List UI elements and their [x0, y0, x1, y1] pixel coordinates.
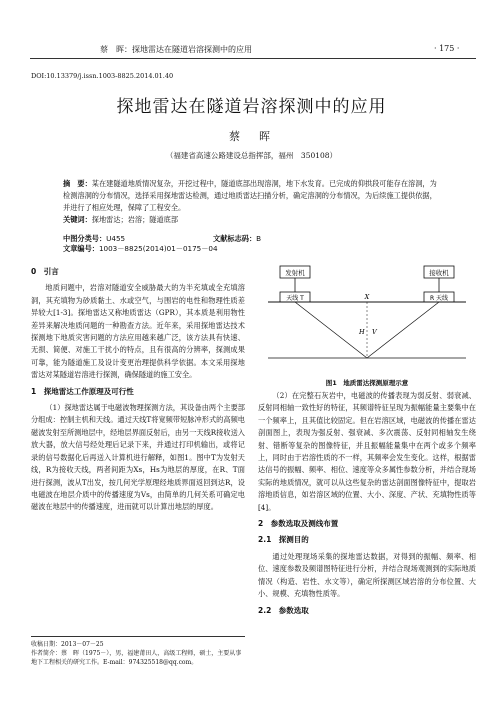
incident-ray: [295, 302, 367, 358]
v-label: V: [372, 328, 377, 336]
section-1-paragraph: （1）探地雷达属于电磁波物理探测方法，其设备由两个主要部分组成：控制主机和天线。通过天线T将宽频带短脉冲形式的高频电磁波发射至所测地层中，经地层界面反射后，由另一天线R接收送入放大器，放大信号经处理后记录下来，并通过打印机输出，或将记录的信号数据化后再送入计算机进行解释，如图1。图中T为发射天线，R为接收天线，两者间距为Xs，Hs为地层的厚度，在R、T面进行探测，波从T出发，按几何光学原理经地质界面返回到达R，设电磁波在地层介质中的传播速度为Vs，由简单的几何关系可确定电磁波在地层中的传播速度，进而就可以计算出地层的厚度。: [31, 403, 245, 512]
receiver-label: 接收机: [429, 269, 449, 277]
received-date: 收稿日期：2013－07－25: [31, 641, 104, 648]
doc-code-label: 文献标志码：: [213, 234, 257, 243]
section-2-2-heading: 2.2 参数选取: [258, 605, 309, 615]
article-no-label: 文章编号：: [63, 244, 99, 253]
abstract-text: 某在建隧道地质情况复杂，开挖过程中，隧道底部出现溶洞，地下水发育。已完成的仰拱段可能存在溶洞，为检测溶洞的分布情况，选择采用探地雷达检测，通过地质雷达扫描分析，确定溶洞的分布情况，为后续施工提供依据，并进行了相应处理，保障了工程安全。: [63, 179, 437, 212]
author: 蔡 晖: [229, 130, 274, 143]
abstract-label: 摘 要：: [63, 179, 92, 188]
intro-paragraph: 地质问题中，岩溶对隧道安全威胁最大的为半充填或全充填溶洞，其充填物为砂质黏土、水或空气，与围岩的电性和物理性质差异较大[1-3]。探地雷达又称地质雷达（GPR），其本质是利用物性差异来解决地质问题的一种勘查方法。近年来，采用探地雷达技术探测地下地质灾害问题的方法应用越来越广泛，该方法具有快速、无损、简便、对施工干扰小的特点，且有很高的分辨率，探测成果可靠，能为隧道施工及设计变更治理提供科学依据。本文采用探地雷达对某隧道岩溶进行探测，确保隧道的施工安全。: [31, 283, 245, 380]
keywords: 探地雷达；岩溶；隧道底部: [91, 215, 179, 224]
reflected-ray: [367, 302, 439, 358]
author-bio: 作者简介：蔡 晖（1975－），男，福建莆田人，高级工程师，硕士，主要从事地下工程相关的研究工作。E-mail：974325518@qq.com。: [31, 650, 242, 666]
footnote: [31, 636, 245, 667]
running-header: 蔡 晖：探地雷达在隧道岩溶探测中的应用: [100, 45, 252, 54]
rock-reflection-paragraph: （2）在完整石灰岩中，电磁波的传播表现为弱反射、弱衰减、反射同相轴一致性好的特征，其频谱特征呈现为振幅能量主要集中在一个频率上，且其值比较固定。但在岩溶区域，电磁波的传播在雷达剖面图上，表现为强反射、强衰减、多次震荡、反射同相轴发生绕射、错断等复杂的图像特征，并且振幅能量集中在两个或多个频率上，同时由于岩溶性质的不一样，其频率会发生变化。这样，根据雷达信号的振幅、频率、相位、速度等众多属性参数分析，并结合现场实际的地质情况，就可以从这些复杂的雷达剖面图像特征中，提取岩溶地质信息，如岩溶区域的位置、大小、深度、产状、充填物性质等[4]。: [258, 391, 476, 512]
left-column: [31, 262, 245, 514]
transmitter-label: 发射机: [285, 269, 305, 277]
header-rule: [30, 58, 476, 59]
section-2-heading: 2 参数选取及测线布置: [258, 519, 339, 529]
clc-label: 中图分类号：: [63, 234, 107, 243]
section-intro-heading: 0 引言: [31, 267, 59, 276]
doi: DOI:10.13379/j.issn.1003-8825.2014.01.40: [31, 72, 174, 80]
antenna-t-label: 天线 T: [286, 295, 304, 302]
classification-line: [63, 234, 458, 254]
figure-caption: 图1 地质雷达探测原理示意: [325, 379, 409, 387]
doc-code: B: [256, 234, 262, 243]
section-2-1-paragraph: 通过处理现场采集的探地雷达数据，对得到的振幅、频率、相位、速度参数及频谱图特征进行分析，并结合现场观测到的实际地质情况（构造、岩性、水文等），确定所探测区域岩溶的分布位置、大小、规模、充填物性质等。: [258, 551, 476, 599]
paper-title: 探地雷达在隧道岩溶探测中的应用: [116, 97, 387, 117]
affiliation: （福建省高速公路建设总指挥部，福州 350108）: [165, 151, 338, 160]
page-number: · 175 ·: [434, 44, 460, 53]
section-1-heading: 1 探地雷达工作原理及可行性: [31, 386, 134, 396]
antenna-r-label: R 天线: [429, 295, 449, 302]
keywords-label: 关键词：: [63, 215, 92, 224]
clc: U455: [106, 234, 126, 243]
section-2-1-heading: 2.1 探测目的: [258, 535, 309, 545]
x-label: X: [364, 293, 370, 301]
h-label: H: [359, 328, 365, 336]
article-no: 1003－8825(2014)01－0175－04: [98, 244, 218, 253]
gpr-principle-figure: [258, 262, 476, 372]
abstract-block: [63, 178, 443, 226]
right-column: [258, 390, 476, 621]
